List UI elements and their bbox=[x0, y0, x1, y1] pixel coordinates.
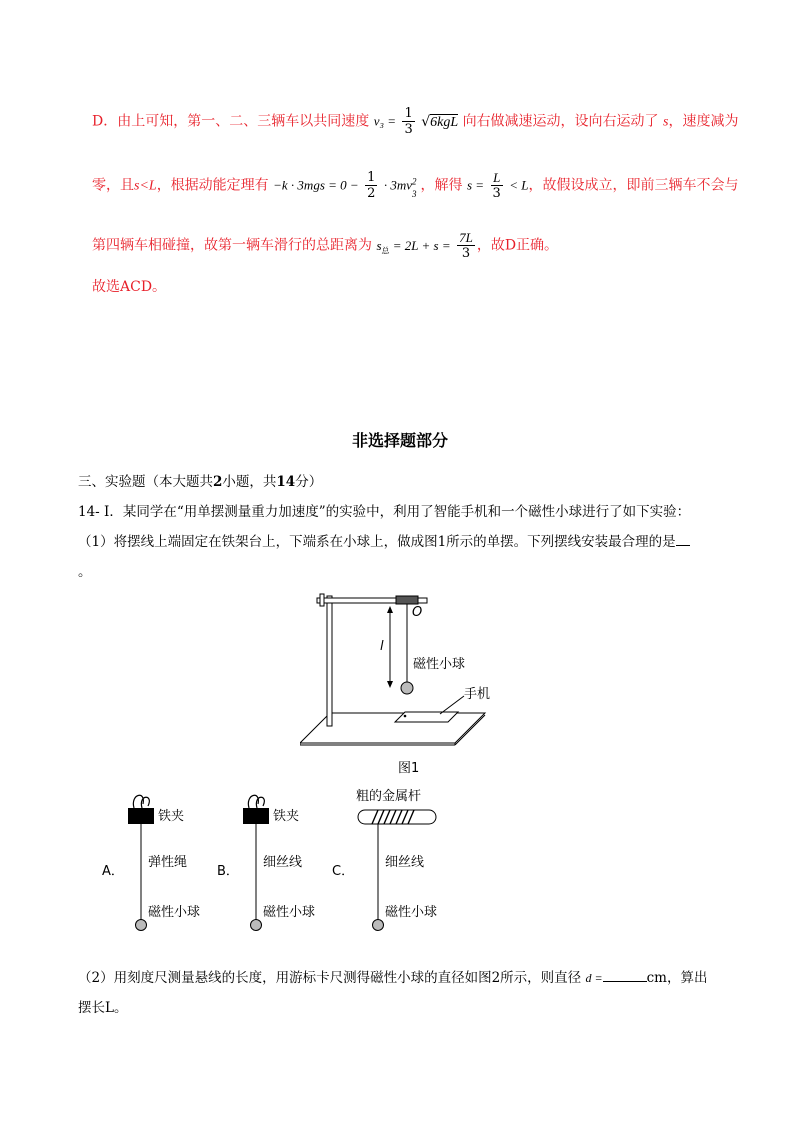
solution-line-2-mid: ，根据动能定理有 bbox=[156, 177, 269, 194]
phone-leader-line bbox=[440, 696, 464, 714]
diameter-unit: cm，算出 bbox=[646, 970, 708, 986]
option-c[interactable] bbox=[332, 788, 437, 931]
displacement-symbol: s bbox=[663, 114, 669, 130]
option-b-letter: B． bbox=[217, 864, 239, 879]
part-end: 分） bbox=[295, 474, 323, 490]
section-title: 非选择题部分 bbox=[351, 431, 448, 450]
solution-line-3-end: ，故D正确。 bbox=[476, 237, 559, 254]
energy-equation-left: −k · 3mgs = 0 − bbox=[273, 177, 359, 193]
solution-line-2-solve: ，解得 bbox=[420, 177, 463, 194]
part-mid: 小题，共 bbox=[222, 474, 277, 490]
answer-blank-1[interactable] bbox=[676, 545, 690, 546]
ball-label-b: 磁性小球 bbox=[263, 905, 316, 920]
ball-label: 磁性小球 bbox=[413, 657, 466, 672]
part-count: 2 bbox=[213, 474, 223, 490]
pivot-label: O bbox=[412, 605, 423, 620]
solution-line-2 bbox=[92, 170, 739, 201]
total-distance-symbol: s bbox=[376, 237, 382, 253]
solution-line-2-end: ，故假设成立，即前三辆车不会与 bbox=[528, 177, 739, 194]
s-numerator: L bbox=[491, 170, 503, 186]
question-14-part-1-text: （1）将摆线上端固定在铁架台上，下端系在小球上，做成图1所示的单摆。下列摆线安装最合理的是 bbox=[78, 534, 676, 550]
solution-line-2-pre: 零，且 bbox=[92, 177, 134, 194]
velocity-fraction bbox=[402, 106, 414, 137]
iron-clip-b bbox=[243, 808, 269, 824]
section-part-heading bbox=[78, 470, 322, 490]
condition-expression: s<L bbox=[134, 178, 157, 194]
solution-line-d bbox=[92, 106, 738, 137]
total-distance bbox=[376, 237, 451, 256]
total-denominator: 3 bbox=[461, 246, 471, 261]
clip-handle-a bbox=[133, 795, 149, 808]
question-14-part-1-end: 。 bbox=[78, 564, 92, 580]
rod-label-c: 粗的金属杆 bbox=[356, 789, 422, 804]
ball-a bbox=[136, 920, 147, 931]
iron-clip-a bbox=[128, 808, 154, 824]
sqrt-sign: √6kgL bbox=[421, 113, 459, 130]
length-arrow-bottom bbox=[387, 681, 393, 688]
question-14-stem: 14- Ⅰ．某同学在“用单摆测量重力加速度”的实验中，利用了智能手机和一个磁性小球进行了如下实验： bbox=[78, 504, 691, 520]
solution-line-d-post: 向右做减速运动，设向右运动了 bbox=[462, 113, 659, 130]
question-14-part-2-text: （2）用刻度尺测量悬线的长度，用游标卡尺测得磁性小球的直径如图2所示，则直径 bbox=[78, 970, 582, 986]
solution-line-3-pre: 第四辆车相碰撞，故第一辆车滑行的总距离为 bbox=[92, 237, 372, 254]
energy-term: · 3mv bbox=[383, 177, 413, 193]
fraction-numerator: 1 bbox=[404, 106, 413, 121]
s-equation: s = bbox=[467, 177, 485, 193]
solution-line-3 bbox=[92, 230, 558, 261]
diameter-symbol: d = bbox=[585, 971, 603, 985]
s-fraction bbox=[491, 170, 503, 201]
half-fraction bbox=[365, 170, 377, 201]
rope-label-c: 细丝线 bbox=[385, 855, 425, 870]
total-distance-equation: = 2L + s = bbox=[392, 237, 451, 253]
solution-line-d-end: ，速度减为 bbox=[668, 113, 739, 130]
velocity-symbol: v₃ = bbox=[373, 113, 396, 129]
phone-dot bbox=[404, 715, 407, 718]
option-a[interactable] bbox=[102, 795, 200, 930]
inequality: < L bbox=[509, 177, 529, 193]
part-text: 三、实验题（本大题共 bbox=[78, 474, 213, 490]
half-numerator: 1 bbox=[367, 170, 376, 185]
total-subscript: 总 bbox=[381, 246, 390, 256]
total-numerator: 7L bbox=[459, 230, 473, 245]
s-denominator: 3 bbox=[492, 186, 501, 201]
options-figure bbox=[90, 780, 470, 940]
answer-blank-diameter[interactable] bbox=[603, 981, 647, 982]
figure-1-caption: 图1 bbox=[398, 761, 420, 776]
energy-equation-right bbox=[383, 176, 417, 199]
superscript: 2 bbox=[412, 176, 417, 187]
option-a-letter: A． bbox=[102, 864, 124, 879]
length-label: l bbox=[380, 639, 384, 654]
question-14-part-1 bbox=[78, 530, 690, 550]
fraction-denominator: 3 bbox=[404, 122, 413, 137]
vertical-pole bbox=[327, 596, 332, 726]
length-arrow-top bbox=[387, 606, 393, 613]
solution-line-d-text: D．由上可知，第一、二、三辆车以共同速度 bbox=[92, 113, 370, 130]
figure-1-pendulum bbox=[300, 588, 500, 778]
total-fraction bbox=[457, 230, 475, 261]
sqrt-content: 6kgL bbox=[430, 114, 459, 130]
option-b[interactable] bbox=[217, 795, 315, 930]
magnetic-ball bbox=[401, 682, 413, 694]
option-c-letter: C． bbox=[332, 864, 355, 879]
rope-label-b: 细丝线 bbox=[263, 855, 303, 870]
clip-label-b: 铁夹 bbox=[273, 809, 300, 824]
half-denominator: 2 bbox=[367, 186, 376, 201]
subscript: 3 bbox=[412, 188, 417, 199]
question-14-part-2-line2: 摆长L。 bbox=[78, 1000, 128, 1016]
pivot-clamp bbox=[396, 596, 418, 604]
ball-label-c: 磁性小球 bbox=[385, 905, 438, 920]
question-14-part-2 bbox=[78, 966, 707, 986]
answer-line: 故选ACD。 bbox=[92, 279, 167, 295]
clip-handle-b bbox=[248, 795, 264, 808]
arm-clamp-left bbox=[320, 594, 324, 606]
ball-b bbox=[251, 920, 262, 931]
part-score: 14 bbox=[276, 474, 296, 490]
ball-label-a: 磁性小球 bbox=[148, 905, 201, 920]
rope-label-a: 弹性绳 bbox=[148, 855, 188, 870]
ball-c bbox=[373, 920, 384, 931]
clip-label-a: 铁夹 bbox=[158, 809, 185, 824]
phone-label: 手机 bbox=[464, 687, 491, 702]
